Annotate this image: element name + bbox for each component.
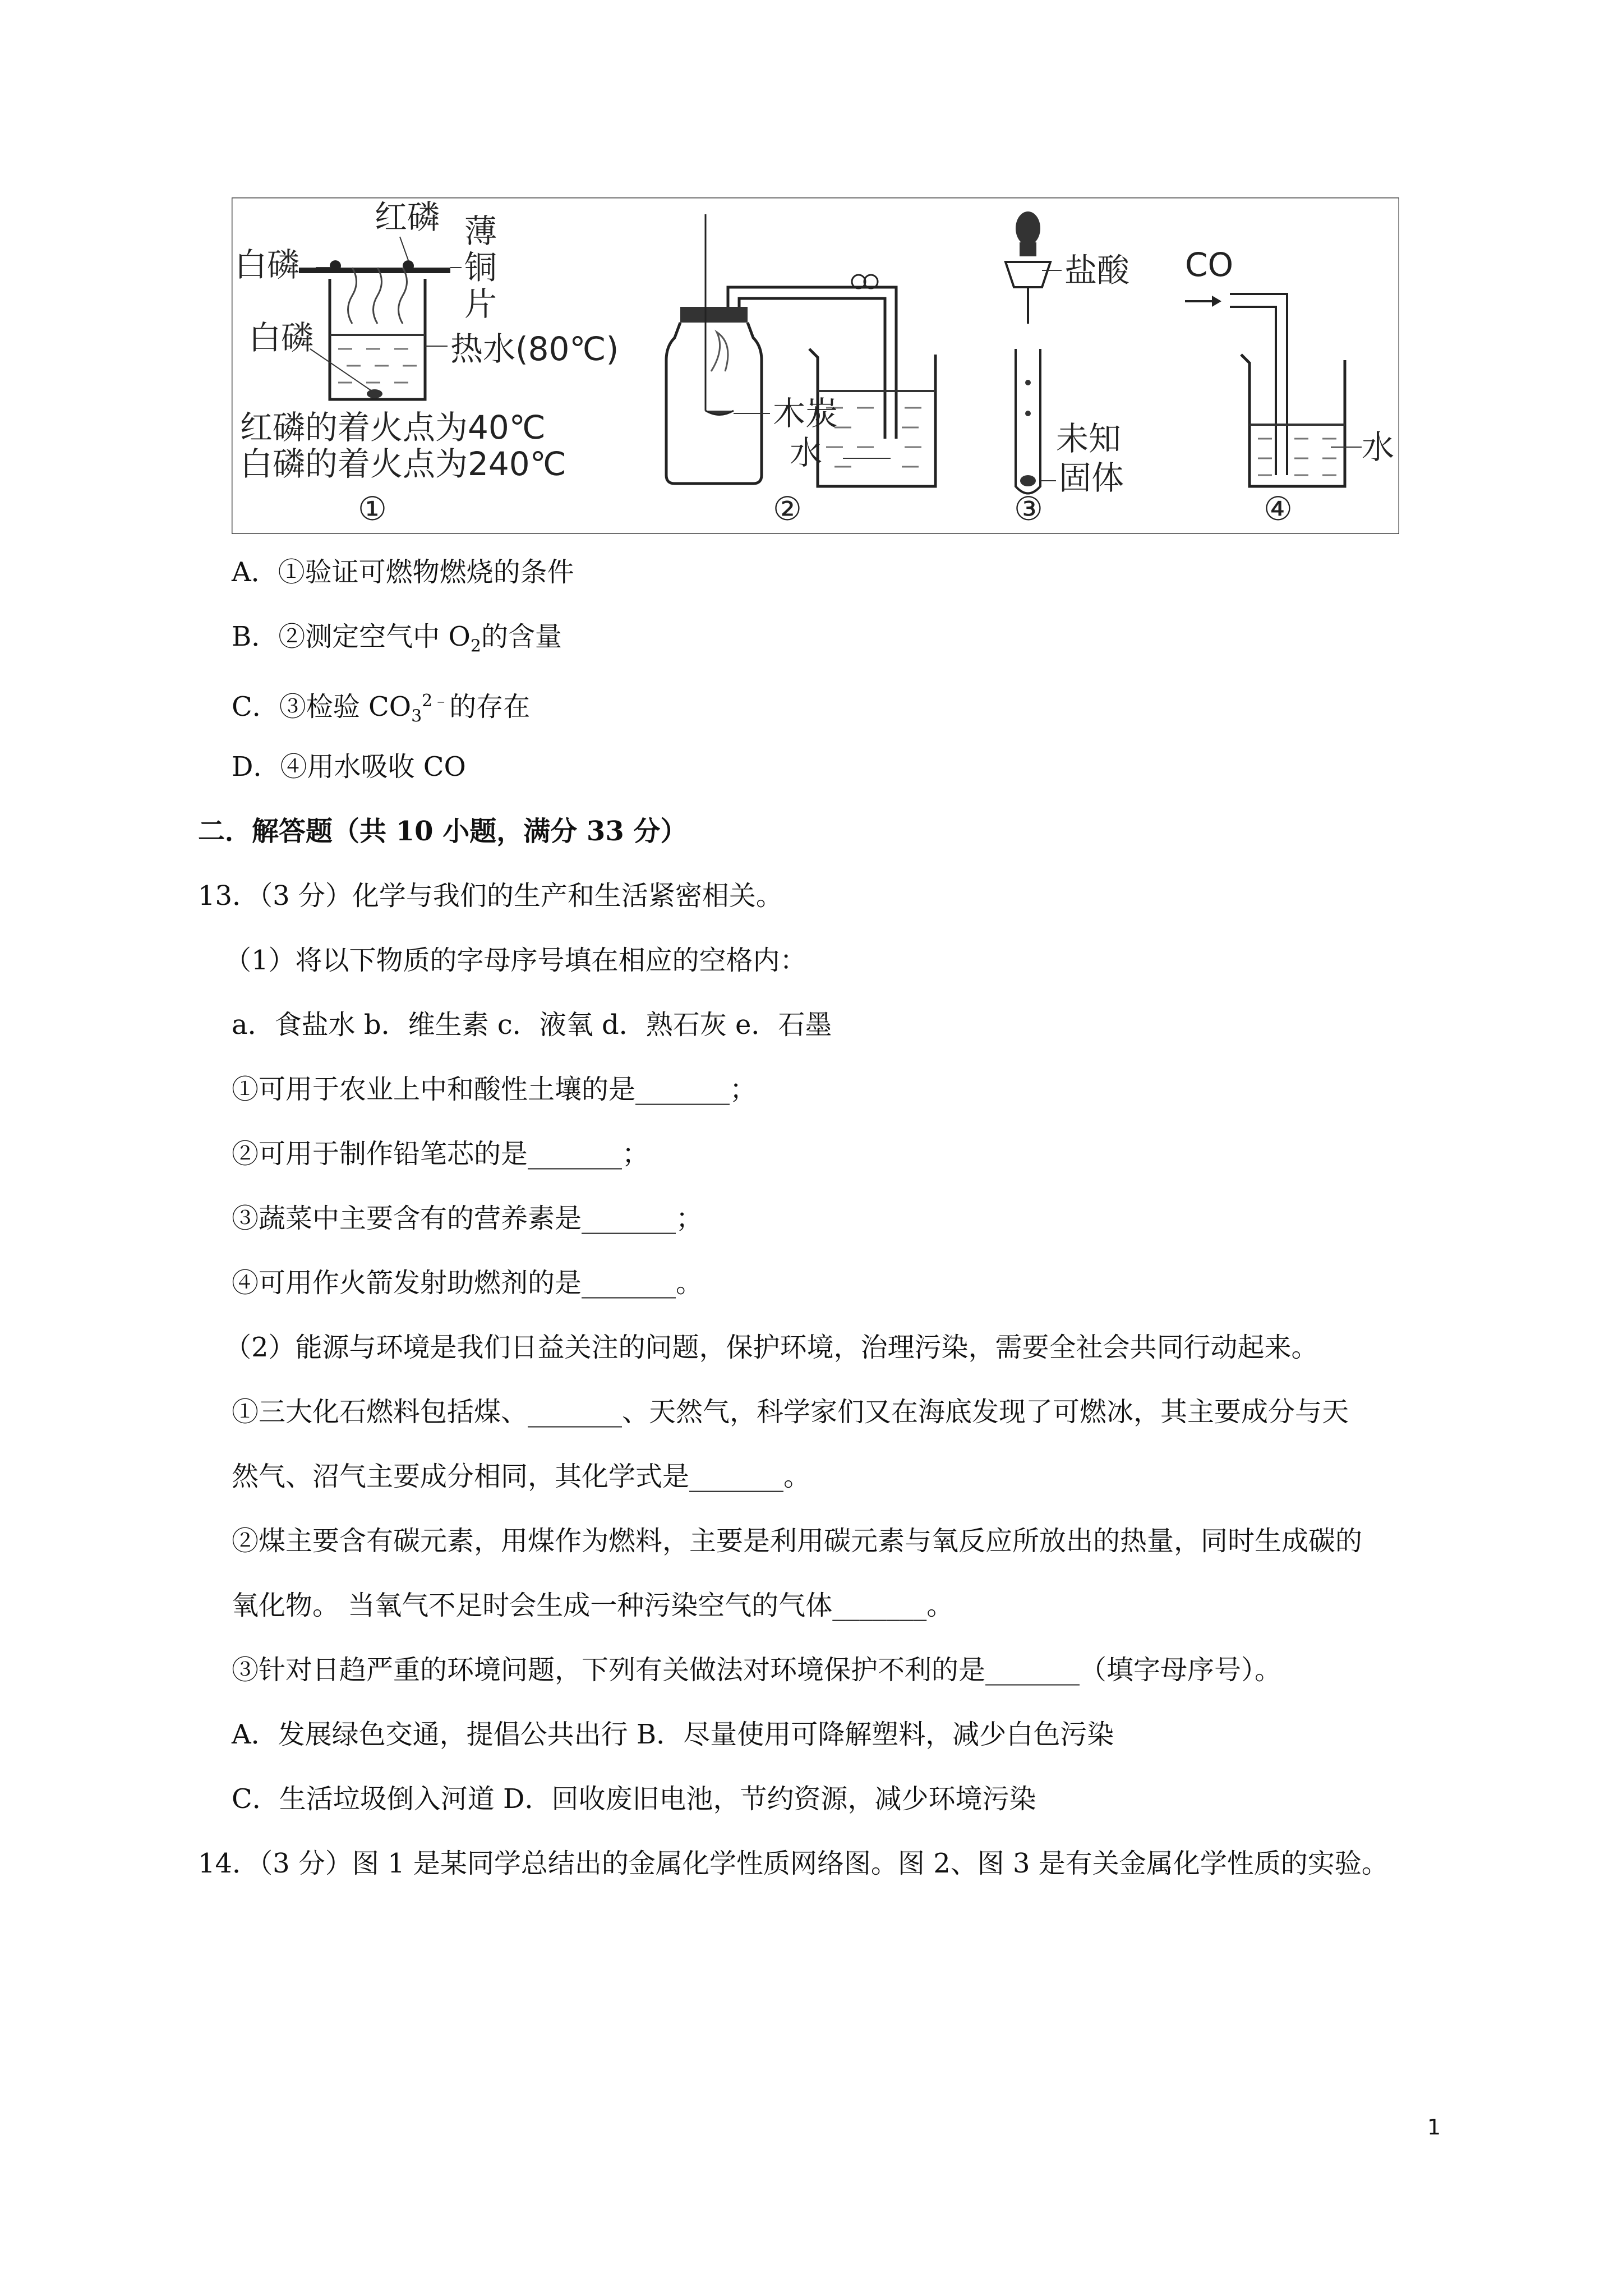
- label-hydrochloric-acid: 盐酸: [1064, 251, 1130, 289]
- q13-item-3: ③蔬菜中主要含有的营养素是_______；: [232, 1203, 703, 1234]
- note-white-ignition: 白磷的着火点为240℃: [240, 445, 566, 483]
- q13-part2-1a: ①三大化石燃料包括煤、_______、天然气，科学家们又在海底发现了可燃冰，其主要成分与天: [232, 1396, 1349, 1428]
- option-c: C．③检验 $CO_3^{2﹣}$的存在: [232, 691, 531, 726]
- label-water-4: 水: [1362, 428, 1395, 466]
- label-hot-water: 热水(80℃): [450, 330, 619, 368]
- q13-stem: 13．（3 分）化学与我们的生产和生活紧密相关。: [198, 880, 783, 912]
- label-copper-2: 铜: [464, 249, 497, 287]
- q13-item-1: ①可用于农业上中和酸性土壤的是_______；: [232, 1074, 757, 1105]
- q13-choices: a．食盐水 b．维生素 c．液氧 d．熟石灰 e．石墨: [232, 1009, 832, 1041]
- label-unknown: 未知: [1056, 420, 1122, 458]
- q13-part1-intro: （1）将以下物质的字母序号填在相应的空格内：: [224, 945, 807, 976]
- q13-part2-3: ③针对日趋严重的环境问题，下列有关做法对环境保护不利的是_______（填字母序号）。: [232, 1654, 1282, 1686]
- q13-item-4: ④可用作火箭发射助燃剂的是_______。: [232, 1267, 703, 1299]
- caption-2: ②: [773, 490, 802, 528]
- option-b: B．②测定空气中 $O_2$的含量: [232, 621, 562, 656]
- label-red-phosphorus: 红磷: [375, 198, 440, 236]
- label-copper-1: 薄: [464, 212, 497, 250]
- label-charcoal: 木炭: [773, 394, 838, 432]
- q13-part2-2b: 氧化物。 当氧气不足时会生成一种污染空气的气体_______。: [232, 1590, 954, 1621]
- caption-4: ④: [1264, 490, 1293, 528]
- q13-part2-2a: ②煤主要含有碳元素，用煤作为燃料，主要是利用碳元素与氧反应所放出的热量，同时生成碳的: [232, 1525, 1363, 1557]
- option-d: D．④用水吸收 CO: [232, 751, 466, 783]
- section-title: 二．解答题（共 10 小题，满分 33 分）: [198, 816, 688, 847]
- page-number: 1: [1427, 2115, 1441, 2139]
- caption-1: ①: [358, 490, 387, 528]
- experiment-figure: [232, 197, 1399, 534]
- q13-item-2: ②可用于制作铅笔芯的是_______；: [232, 1138, 649, 1170]
- label-white-phosphorus-bottom: 白磷: [248, 319, 314, 357]
- q13-part2-intro: （2）能源与环境是我们日益关注的问题，保护环境，治理污染，需要全社会共同行动起来。: [224, 1332, 1318, 1363]
- q13-part2-1b: 然气、沼气主要成分相同，其化学式是_______。: [232, 1461, 811, 1492]
- q13-options-cd: C．生活垃圾倒入河道 D．回收废旧电池，节约资源，减少环境污染: [232, 1783, 1036, 1815]
- label-co: CO: [1185, 246, 1234, 284]
- caption-3: ③: [1014, 490, 1043, 528]
- label-water-2: 水: [790, 434, 823, 472]
- q14-stem: 14．（3 分）图 1 是某同学总结出的金属化学性质网络图。图 2、图 3 是有关金属化学性质的实验。: [198, 1848, 1389, 1879]
- note-red-ignition: 红磷的着火点为40℃: [240, 408, 546, 447]
- q13-options-ab: A．发展绿色交通，提倡公共出行 B．尽量使用可降解塑料，减少白色污染: [232, 1719, 1114, 1750]
- label-white-phosphorus-top: 白磷: [234, 246, 300, 284]
- label-copper-3: 片: [464, 285, 497, 323]
- option-a: A．①验证可燃物燃烧的条件: [232, 556, 574, 588]
- label-solid: 固体: [1059, 459, 1124, 497]
